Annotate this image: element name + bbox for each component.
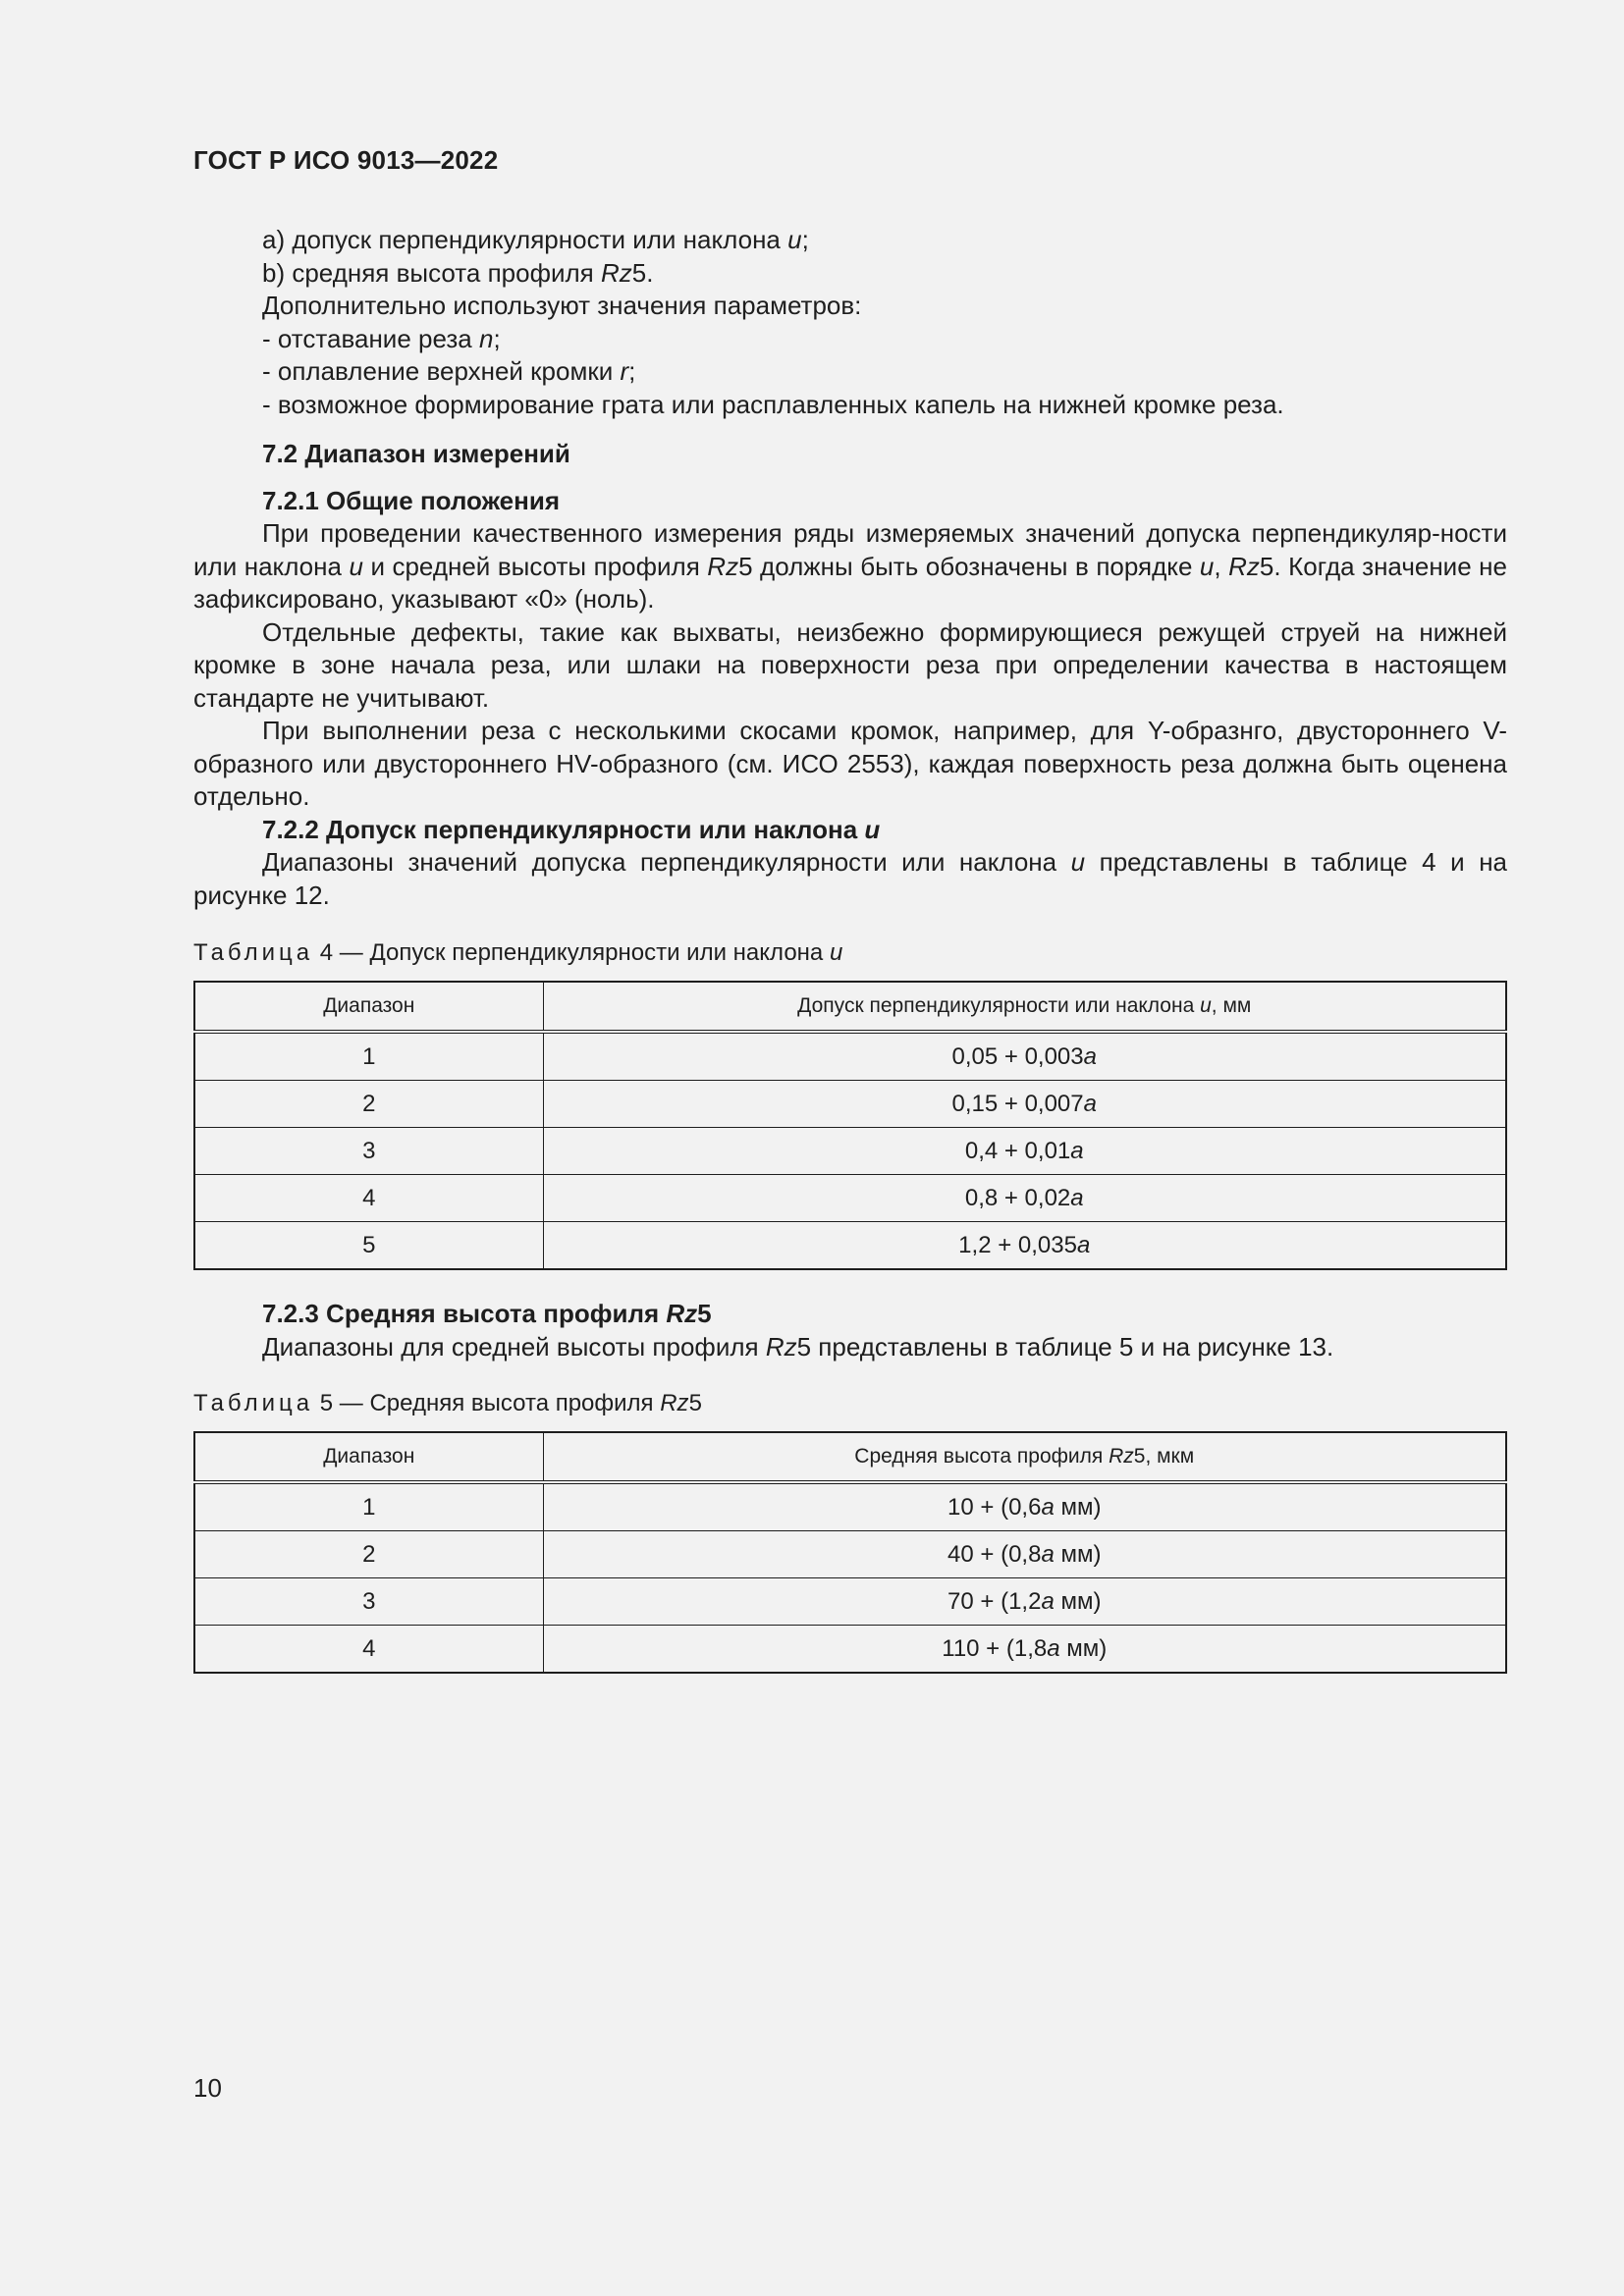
cell-value <box>543 1222 1506 1270</box>
table-5 <box>193 1431 1507 1674</box>
paragraph-text: 5. Когда значение не зафиксировано, указывают «0» (ноль). <box>193 551 1507 614</box>
variable-a: a <box>1041 1493 1055 1521</box>
list-item-a <box>193 224 1507 257</box>
variable-u: u <box>787 225 802 254</box>
cell-value <box>543 1482 1506 1531</box>
cell-range: 3 <box>194 1128 543 1175</box>
document-body <box>193 224 1507 1674</box>
variable-u: u <box>1200 994 1212 1018</box>
variable-u: u <box>1070 847 1086 877</box>
paragraph <box>193 846 1507 912</box>
table-header-row <box>194 982 1506 1032</box>
column-header-range: Диапазон <box>194 1432 543 1482</box>
header-text: Средняя высота профиля <box>854 1445 1110 1468</box>
value-text: 40 + (0,8 <box>947 1540 1042 1568</box>
paragraph-text: , <box>1214 551 1229 581</box>
value-text: 0,15 + 0,007 <box>951 1090 1084 1117</box>
variable-rz: Rz <box>660 1390 689 1416</box>
bullet-text: - отставание реза <box>262 323 479 353</box>
bullet-text: - оплавление верхней кромки <box>262 356 621 386</box>
paragraph-text: Диапазоны для средней высоты профиля <box>262 1331 766 1362</box>
list-item-text: ; <box>801 225 809 254</box>
variable-a: a <box>1041 1540 1055 1568</box>
table-row <box>194 1032 1506 1081</box>
variable-a: a <box>1070 1184 1084 1211</box>
page-number: 10 <box>193 2073 222 2103</box>
list-item-text: 5. <box>631 257 654 288</box>
caption-text: 5 <box>688 1390 702 1416</box>
table-row <box>194 1081 1506 1128</box>
column-header-roughness <box>543 1432 1506 1482</box>
column-header-tolerance <box>543 982 1506 1032</box>
cell-value <box>543 1081 1506 1128</box>
variable-rz: Rz <box>1109 1445 1134 1468</box>
list-item-text: а) допуск перпендикулярности или наклона <box>262 225 788 254</box>
paragraph-text: 5 должны быть обозначены в порядке <box>738 551 1200 581</box>
cell-value <box>543 1531 1506 1578</box>
caption-text: 5 — Средняя высота профиля <box>313 1390 661 1416</box>
paragraph-text: 5 представлены в таблице 5 и на рисунке 13. <box>796 1331 1334 1362</box>
section-heading-7-2-2 <box>193 814 1507 847</box>
variable-a: a <box>1041 1587 1055 1615</box>
value-text: мм) <box>1054 1493 1102 1521</box>
cell-range: 2 <box>194 1531 543 1578</box>
column-header-range: Диапазон <box>194 982 543 1032</box>
table-row <box>194 1128 1506 1175</box>
paragraph-text: представлены в таблице 4 и на рисунке 12. <box>193 847 1508 910</box>
header-text: 5, мкм <box>1133 1445 1195 1468</box>
variable-rz: Rz <box>666 1299 698 1328</box>
value-text: 10 + (0,6 <box>947 1493 1042 1521</box>
variable-rz: Rz <box>600 257 632 288</box>
cell-value <box>543 1128 1506 1175</box>
value-text: 0,4 + 0,01 <box>964 1137 1071 1164</box>
table-4-caption <box>193 938 1507 968</box>
variable-a: a <box>1083 1042 1097 1070</box>
bullet-text: ; <box>628 356 636 386</box>
heading-text: 5 <box>697 1299 712 1328</box>
paragraph-text: Диапазоны значений допуска перпендикулярности или наклона <box>262 847 1071 877</box>
bullet-item: - возможное формирование грата или расплавленных капель на нижней кромке реза. <box>262 389 1284 419</box>
variable-a: a <box>1083 1090 1097 1117</box>
bullet-text: ; <box>493 323 501 353</box>
caption-label: Таблица <box>193 1390 314 1416</box>
value-text: мм) <box>1054 1587 1102 1615</box>
document-header: ГОСТ Р ИСО 9013—2022 <box>193 145 499 175</box>
caption-text: 4 — Допуск перпендикулярности или наклона <box>313 939 830 966</box>
cell-range: 1 <box>194 1482 543 1531</box>
variable-u: u <box>829 939 843 966</box>
list-item-text: b) средняя высота профиля <box>262 257 601 288</box>
value-text: мм) <box>1059 1634 1108 1662</box>
document-page <box>193 0 1507 2296</box>
cell-value <box>543 1578 1506 1626</box>
table-row <box>194 1222 1506 1270</box>
additional-params-text: Дополнительно используют значения параметров: <box>262 291 862 320</box>
value-text: 1,2 + 0,035 <box>958 1231 1077 1258</box>
caption-label: Таблица <box>193 939 314 966</box>
variable-r: r <box>620 356 629 386</box>
paragraph: Отдельные дефекты, такие как выхваты, неизбежно формирующиеся режущей струей на нижней кромке в зоне начала реза, или шлаки на поверхности реза при определении качества в настоящем стандарте не учитывают. <box>193 616 1507 713</box>
value-text: 0,05 + 0,003 <box>951 1042 1084 1070</box>
table-row <box>194 1175 1506 1222</box>
bullet-item <box>193 355 1507 389</box>
table-row <box>194 1531 1506 1578</box>
variable-rz: Rz <box>765 1331 797 1362</box>
value-text: 0,8 + 0,02 <box>964 1184 1071 1211</box>
header-text: Допуск перпендикулярности или наклона <box>797 994 1201 1018</box>
value-text: мм) <box>1054 1540 1102 1568</box>
variable-a: a <box>1047 1634 1060 1662</box>
cell-value <box>543 1032 1506 1081</box>
value-text: 70 + (1,2 <box>947 1587 1042 1615</box>
variable-u: u <box>864 814 881 844</box>
cell-range: 2 <box>194 1081 543 1128</box>
cell-range: 4 <box>194 1175 543 1222</box>
cell-range: 3 <box>194 1578 543 1626</box>
variable-rz: Rz <box>1228 551 1260 581</box>
table-5-caption <box>193 1389 1507 1418</box>
list-item-b <box>193 257 1507 291</box>
cell-range: 5 <box>194 1222 543 1270</box>
cell-value <box>543 1175 1506 1222</box>
cell-value <box>543 1626 1506 1674</box>
value-text: 110 + (1,8 <box>942 1634 1048 1662</box>
cell-range: 1 <box>194 1032 543 1081</box>
table-row <box>194 1626 1506 1674</box>
table-row <box>194 1482 1506 1531</box>
section-heading-7-2: 7.2 Диапазон измерений <box>262 439 570 468</box>
paragraph <box>193 517 1507 616</box>
variable-n: n <box>478 323 494 353</box>
paragraph: При выполнении реза с несколькими скосами кромок, например, для Y-образнго, двустороннего V-образного или двустороннего HV-образного (см. ИСО 2553), каждая поверхность реза должна быть оценена отдельно. <box>193 716 1507 811</box>
heading-text: 7.2.3 Средняя высота профиля <box>262 1299 667 1328</box>
variable-rz: Rz <box>707 551 739 581</box>
bullet-item <box>193 323 1507 356</box>
paragraph-text: и средней высоты профиля <box>362 551 708 581</box>
variable-a: a <box>1076 1231 1091 1258</box>
table-4 <box>193 981 1507 1270</box>
heading-text: 7.2.2 Допуск перпендикулярности или наклона <box>262 814 865 844</box>
paragraph-text: При проведении качественного измерения ряды измеряемых значений допуска перпендикуляр-ности или наклона <box>193 518 1507 581</box>
variable-a: a <box>1070 1137 1084 1164</box>
header-text: , мм <box>1211 994 1252 1018</box>
section-heading-7-2-3 <box>193 1298 1507 1331</box>
cell-range: 4 <box>194 1626 543 1674</box>
table-row <box>194 1578 1506 1626</box>
variable-u: u <box>1199 551 1215 581</box>
paragraph <box>193 1331 1507 1364</box>
variable-u: u <box>349 551 363 581</box>
section-heading-7-2-1: 7.2.1 Общие положения <box>262 485 560 515</box>
table-header-row <box>194 1432 1506 1482</box>
